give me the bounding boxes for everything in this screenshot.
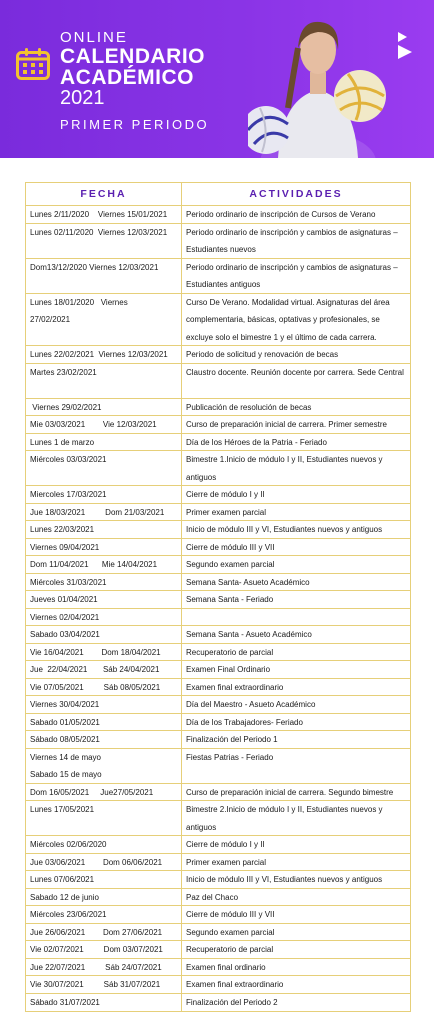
fecha-cell: Sabado 03/04/2021 [26, 626, 182, 643]
actividad-cell: Día de los Trabajadores- Feriado [186, 717, 303, 727]
actividad-cell: Paz del Chaco [186, 892, 239, 902]
actividad-cell: Primer examen parcial [186, 507, 267, 517]
table-row [26, 959, 410, 977]
actividad-cell: Recuperatorio de parcial [186, 945, 274, 954]
fecha-cell: Lunes 17/05/2021 [26, 801, 182, 835]
athlete-photo [248, 12, 388, 158]
fecha-cell: Sábado 08/05/2021 [26, 731, 182, 748]
fecha-cell: Lunes 22/03/2021 [26, 521, 182, 538]
header-banner [0, 0, 434, 158]
actividad-cell: Periodo de solicitud y renovación de becas [186, 350, 339, 359]
table-row [26, 854, 410, 872]
actividad-cell: Bimestre 1.Inicio de módulo I y II, Estudiantes nuevos y antiguos [186, 455, 383, 482]
actividad-cell: Periodo ordinario de inscripción y cambios de asignaturas – Estudiantes antiguos [186, 262, 398, 289]
fecha-cell: Viernes 14 de mayo Sabado 15 de mayo [26, 749, 182, 783]
fecha-cell: Lunes 2/11/2020 Viernes 15/01/2021 [26, 206, 182, 223]
actividad-cell: Examen final ordinario [186, 962, 266, 972]
table-row [26, 626, 410, 644]
actividad-cell: Finalización del Periodo 2 [186, 997, 278, 1007]
calendar-icon [16, 48, 50, 80]
table-row [26, 731, 410, 749]
table-row [26, 556, 410, 574]
actividad-cell: Inicio de módulo III y VI, Estudiantes nuevos y antiguos [186, 875, 383, 884]
fecha-cell: Lunes 1 de marzo [26, 434, 182, 451]
table-row [26, 994, 410, 1012]
brand-logo [395, 30, 415, 60]
calendar-table [25, 182, 411, 1012]
banner-title-line1: CALENDARIO [60, 45, 205, 68]
actividad-cell: Examen Final Ordinario [186, 665, 271, 674]
fecha-cell: Miercoles 17/03/2021 [26, 486, 182, 503]
table-row [26, 644, 410, 662]
actividad-cell: Primer examen parcial [186, 857, 267, 867]
table-row [26, 679, 410, 697]
table-row [26, 714, 410, 732]
table-row [26, 871, 410, 889]
fecha-cell: Miércoles 03/03/2021 [26, 451, 182, 485]
actividad-cell: Claustro docente. Reunión docente por carrera. Sede Central [186, 367, 404, 377]
actividad-cell: Fiestas Patrias - Feriado [186, 752, 274, 762]
fecha-cell: Dom13/12/2020 Viernes 12/03/2021 [26, 259, 182, 293]
actividad-cell: Bimestre 2.Inicio de módulo I y II, Estudiantes nuevos y antiguos [186, 805, 383, 832]
actividad-cell: Semana Santa - Asueto Académico [186, 630, 312, 639]
table-row [26, 906, 410, 924]
fecha-cell: Lunes 02/11/2020 Viernes 12/03/2021 [26, 224, 182, 258]
table-row [26, 486, 410, 504]
table-row [26, 294, 410, 347]
actividad-cell: Examen final extraordinario [186, 682, 284, 692]
fecha-cell: Jue 22/07/2021 Sáb 24/07/2021 [26, 959, 182, 976]
fecha-cell: Vie 30/07/2021 Sáb 31/07/2021 [26, 976, 182, 993]
fecha-cell: Sabado 12 de junio [26, 889, 182, 906]
actividad-cell: Curso de preparación inicial de carrera. Primer semestre [186, 420, 387, 429]
table-row [26, 591, 410, 609]
fecha-cell: Vie 16/04/2021 Dom 18/04/2021 [26, 644, 182, 661]
fecha-cell: Sabado 01/05/2021 [26, 714, 182, 731]
actividad-cell: Cierre de módulo III y VII [186, 542, 275, 552]
table-row [26, 259, 410, 294]
fecha-cell: Vie 02/07/2021 Dom 03/07/2021 [26, 941, 182, 958]
banner-period: PRIMER PERIODO [60, 117, 210, 132]
fecha-cell: Jue 18/03/2021 Dom 21/03/2021 [26, 504, 182, 521]
table-row [26, 346, 410, 364]
fecha-cell: Jue 22/04/2021 Sáb 24/04/2021 [26, 661, 182, 678]
actividad-cell: Cierre de módulo III y VII [186, 910, 275, 919]
table-row [26, 521, 410, 539]
table-row [26, 924, 410, 942]
table-row [26, 696, 410, 714]
actividad-cell: Cierre de módulo I y II [186, 840, 265, 849]
actividad-cell: Segundo examen parcial [186, 560, 275, 569]
table-row [26, 801, 410, 836]
table-row [26, 784, 410, 802]
actividad-cell: Publicación de resolución de becas [186, 402, 312, 412]
table-row [26, 224, 410, 259]
actividad-cell: Periodo ordinario de inscripción de Cursos de Verano [186, 210, 376, 219]
table-row [26, 416, 410, 434]
table-header [26, 183, 410, 206]
actividad-cell: Curso De Verano. Modalidad virtual. Asignaturas del área complementaria, básicas, optativas y profesionales, se excluye solo el bimestre 1 y el último de cada carrera. [186, 297, 390, 342]
fecha-cell: Mie 03/03/2021 Vie 12/03/2021 [26, 416, 182, 433]
actividad-cell: Recuperatorio de parcial [186, 647, 274, 657]
fecha-cell: Martes 23/02/2021 [26, 364, 182, 398]
actividad-cell: Periodo ordinario de inscripción y cambios de asignaturas – Estudiantes nuevos [186, 227, 398, 254]
fecha-cell: Miércoles 02/06/2020 [26, 836, 182, 853]
actividad-cell: Curso de preparación inicial de carrera. Segundo bimestre [186, 787, 394, 797]
table-row [26, 399, 410, 417]
banner-title-line2: ACADÉMICO [60, 66, 194, 89]
table-row [26, 574, 410, 592]
banner-online-label: ONLINE [60, 29, 128, 46]
table-row [26, 889, 410, 907]
fecha-cell: Viernes 30/04/2021 [26, 696, 182, 713]
actividad-cell: Semana Santa- Asueto Académico [186, 577, 310, 587]
fecha-cell: Miércoles 31/03/2021 [26, 574, 182, 591]
table-row [26, 661, 410, 679]
actividad-cell: Día de los Héroes de la Patria - Feriado [186, 437, 327, 447]
fecha-cell: Viernes 02/04/2021 [26, 609, 182, 626]
table-row [26, 504, 410, 522]
actividad-cell: Finalización del Periodo 1 [186, 735, 278, 744]
actividad-cell: Semana Santa - Feriado [186, 595, 274, 604]
fecha-cell: Miércoles 23/06/2021 [26, 906, 182, 923]
actividad-cell [182, 609, 410, 626]
table-body [26, 206, 410, 1011]
table-row [26, 749, 410, 784]
actividad-cell: Inicio de módulo III y VI, Estudiantes nuevos y antiguos [186, 525, 383, 534]
table-row [26, 941, 410, 959]
banner-year: 2021 [60, 87, 105, 109]
table-row [26, 451, 410, 486]
fecha-cell: Lunes 18/01/2020 Viernes 27/02/2021 [26, 294, 182, 346]
actividad-cell: Segundo examen parcial [186, 927, 275, 937]
actividades-header: ACTIVIDADES [249, 188, 343, 200]
fecha-cell: Lunes 07/06/2021 [26, 871, 182, 888]
actividad-cell: Cierre de módulo I y II [186, 490, 265, 499]
fecha-header: FECHA [26, 183, 182, 205]
fecha-cell: Dom 16/05/2021 Jue27/05/2021 [26, 784, 182, 801]
table-row [26, 609, 410, 627]
fecha-cell: Dom 11/04/2021 Mie 14/04/2021 [26, 556, 182, 573]
table-row [26, 976, 410, 994]
table-row [26, 364, 410, 399]
fecha-cell: Jue 03/06/2021 Dom 06/06/2021 [26, 854, 182, 871]
fecha-cell: Vie 07/05/2021 Sáb 08/05/2021 [26, 679, 182, 696]
table-row [26, 539, 410, 557]
actividad-cell: Examen final extraordinario [186, 980, 284, 989]
fecha-cell: Viernes 29/02/2021 [26, 399, 182, 416]
table-row [26, 434, 410, 452]
table-row [26, 206, 410, 224]
fecha-cell: Viernes 09/04/2021 [26, 539, 182, 556]
fecha-cell: Jueves 01/04/2021 [26, 591, 182, 608]
fecha-cell: Lunes 22/02/2021 Viernes 12/03/2021 [26, 346, 182, 363]
table-row [26, 836, 410, 854]
fecha-cell: Sábado 31/07/2021 [26, 994, 182, 1012]
fecha-cell: Jue 26/06/2021 Dom 27/06/2021 [26, 924, 182, 941]
actividad-cell: Día del Maestro - Asueto Académico [186, 700, 316, 709]
